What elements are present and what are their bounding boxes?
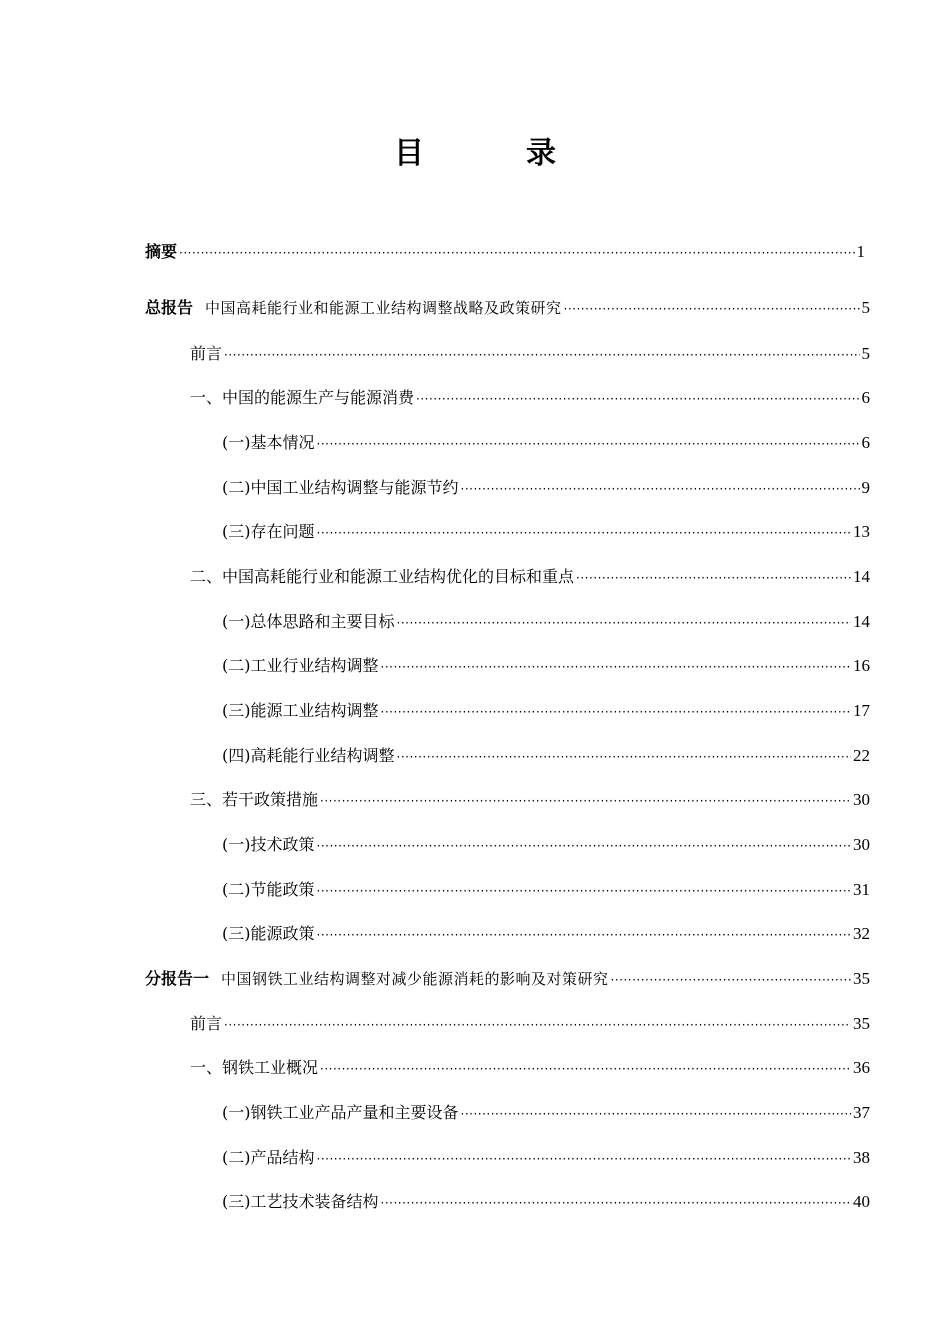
toc-leader-dots [397, 745, 852, 769]
toc-entry[interactable] [190, 386, 870, 410]
toc-entry-heading: 摘要 [145, 242, 178, 261]
toc-entry[interactable] [190, 1056, 870, 1080]
toc-leader-dots [461, 477, 860, 501]
toc-leader-dots [317, 834, 852, 858]
toc-page-number: 16 [853, 656, 870, 675]
toc-page-number: 17 [853, 701, 870, 720]
toc-entry[interactable] [222, 654, 870, 678]
toc-entry-title: (二)中国工业结构调整与能源节约 [222, 478, 459, 497]
toc-entry-title: (一)技术政策 [222, 835, 315, 854]
toc-entry[interactable] [222, 1146, 870, 1170]
toc-leader-dots [317, 432, 860, 456]
toc-entry-title: (二)工业行业结构调整 [222, 656, 379, 675]
toc-entry-title: 前言 [190, 1014, 223, 1033]
toc-entry[interactable] [222, 878, 870, 902]
toc-entry-title: (二)产品结构 [222, 1148, 315, 1167]
toc-page-number: 14 [853, 567, 870, 586]
toc-entry[interactable] [190, 565, 870, 589]
toc-leader-dots [416, 387, 859, 411]
toc-entry[interactable] [222, 1101, 870, 1125]
toc-page-number: 22 [853, 746, 870, 765]
toc-page-number: 35 [853, 1014, 870, 1033]
toc-page-number: 31 [853, 880, 870, 899]
toc-page-number: 30 [853, 790, 870, 809]
toc-entry-title: 中国钢铁工业结构调整对减少能源消耗的影响及对策研究 [221, 970, 609, 988]
toc-entry[interactable] [222, 922, 870, 946]
toc-entry-title: 二、中国高耗能行业和能源工业结构优化的目标和重点 [190, 567, 575, 586]
toc-entry-title: (三)能源政策 [222, 924, 315, 943]
toc-page-number: 30 [853, 835, 870, 854]
toc-page-number: 38 [853, 1148, 870, 1167]
toc-entry[interactable] [190, 1012, 870, 1036]
toc-entry[interactable] [222, 476, 870, 500]
toc-entry-title: (四)高耗能行业结构调整 [222, 746, 395, 765]
toc-page-number: 32 [853, 924, 870, 943]
toc-entry-title: 一、中国的能源生产与能源消费 [190, 388, 415, 407]
toc-leader-dots [320, 1057, 851, 1081]
toc-leader-dots [317, 521, 852, 545]
toc-entry-title: (三)存在问题 [222, 522, 315, 541]
toc-entry[interactable] [222, 520, 870, 544]
page-title: 目 录 [394, 136, 592, 171]
toc-entry[interactable] [145, 240, 865, 264]
toc-leader-dots [564, 297, 860, 321]
toc-entry[interactable] [222, 610, 870, 634]
toc-entry-title: 一、钢铁工业概况 [190, 1058, 319, 1077]
toc-page-number: 40 [853, 1192, 870, 1211]
toc-entry[interactable] [222, 833, 870, 857]
toc-entry[interactable] [222, 744, 870, 768]
toc-entry[interactable] [222, 1190, 870, 1214]
toc-entry-title: (二)节能政策 [222, 880, 315, 899]
toc-leader-dots [381, 700, 852, 724]
toc-page-number: 6 [861, 388, 870, 407]
toc-entry[interactable] [145, 296, 870, 320]
toc-leader-dots [179, 241, 854, 265]
toc-leader-dots [397, 611, 852, 635]
toc-leader-dots [461, 1102, 852, 1126]
toc-entry[interactable] [222, 431, 870, 455]
toc-leader-dots [611, 968, 851, 992]
toc-entry[interactable] [222, 699, 870, 723]
toc-entry[interactable] [145, 967, 870, 991]
toc-page-number: 6 [861, 433, 870, 452]
toc-page-number: 5 [861, 298, 870, 317]
toc-entry-heading: 分报告一 [145, 969, 210, 988]
toc-entry-title: (三)工艺技术装备结构 [222, 1192, 379, 1211]
toc-page-number: 13 [853, 522, 870, 541]
toc-entry-heading: 总报告 [145, 298, 194, 317]
toc-leader-dots [320, 789, 851, 813]
toc-page-number: 1 [856, 242, 865, 261]
toc-entry-title: 中国高耗能行业和能源工业结构调整战略及政策研究 [205, 299, 562, 317]
toc-entry-title: (一)总体思路和主要目标 [222, 612, 395, 631]
toc-entry-title: 三、若干政策措施 [190, 790, 319, 809]
toc-page-number: 37 [853, 1103, 870, 1122]
toc-leader-dots [317, 879, 852, 903]
toc-page-number: 5 [861, 344, 870, 363]
toc-leader-dots [224, 1013, 851, 1037]
toc-leader-dots [224, 343, 859, 367]
toc-entry-title: 前言 [190, 344, 223, 363]
toc-page-number: 9 [861, 478, 870, 497]
toc-page-number: 14 [853, 612, 870, 631]
toc-leader-dots [381, 655, 852, 679]
toc-entry-title: (一)钢铁工业产品产量和主要设备 [222, 1103, 459, 1122]
toc-leader-dots [381, 1191, 852, 1215]
toc-leader-dots [317, 1147, 852, 1171]
toc-entry-title: (三)能源工业结构调整 [222, 701, 379, 720]
toc-entry-title: (一)基本情况 [222, 433, 315, 452]
toc-leader-dots [576, 566, 851, 590]
toc-entry[interactable] [190, 342, 870, 366]
toc-page-number: 36 [853, 1058, 870, 1077]
toc-leader-dots [317, 923, 852, 947]
toc-entry[interactable] [190, 788, 870, 812]
toc-page-number: 35 [853, 969, 870, 988]
